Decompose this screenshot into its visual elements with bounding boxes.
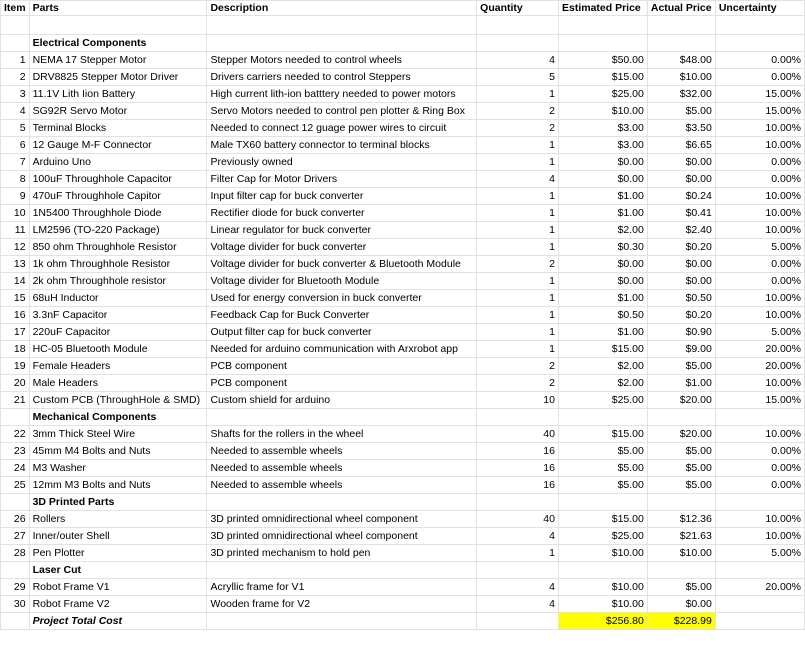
part-description[interactable]: Stepper Motors needed to control wheels — [207, 52, 477, 69]
quantity[interactable]: 16 — [477, 443, 559, 460]
actual-price[interactable]: $0.41 — [647, 205, 715, 222]
table-row — [1, 103, 805, 120]
table-row — [1, 324, 805, 341]
part-name[interactable]: M3 Washer — [29, 460, 207, 477]
quantity[interactable]: 1 — [477, 324, 559, 341]
actual-price[interactable]: $5.00 — [647, 443, 715, 460]
uncertainty[interactable]: 10.00% — [715, 120, 804, 137]
actual-price[interactable]: $5.00 — [647, 103, 715, 120]
part-name[interactable]: 1N5400 Throughhole Diode — [29, 205, 207, 222]
part-name[interactable]: 68uH Inductor — [29, 290, 207, 307]
quantity[interactable]: 1 — [477, 188, 559, 205]
item-number[interactable]: 2 — [1, 69, 30, 86]
part-name[interactable]: Inner/outer Shell — [29, 528, 207, 545]
estimated-price[interactable]: $10.00 — [558, 579, 647, 596]
table-row — [1, 392, 805, 409]
actual-price[interactable]: $3.50 — [647, 120, 715, 137]
item-cell[interactable] — [1, 35, 30, 52]
actual-price[interactable]: $48.00 — [647, 52, 715, 69]
item-number[interactable]: 24 — [1, 460, 30, 477]
quantity[interactable]: 5 — [477, 69, 559, 86]
quantity[interactable]: 1 — [477, 86, 559, 103]
actual-price[interactable]: $0.50 — [647, 290, 715, 307]
uncertainty[interactable]: 0.00% — [715, 256, 804, 273]
empty-cell[interactable] — [207, 35, 477, 52]
uncertainty[interactable]: 10.00% — [715, 307, 804, 324]
item-cell[interactable] — [1, 494, 30, 511]
item-number[interactable]: 12 — [1, 239, 30, 256]
actual-price[interactable]: $0.00 — [647, 273, 715, 290]
table-row — [1, 545, 805, 562]
part-description[interactable]: Wooden frame for V2 — [207, 596, 477, 613]
item-number[interactable]: 15 — [1, 290, 30, 307]
part-description[interactable]: Filter Cap for Motor Drivers — [207, 171, 477, 188]
uncertainty[interactable]: 10.00% — [715, 290, 804, 307]
empty-cell[interactable] — [647, 562, 715, 579]
uncertainty[interactable]: 5.00% — [715, 239, 804, 256]
actual-price[interactable]: $2.40 — [647, 222, 715, 239]
uncertainty[interactable]: 10.00% — [715, 375, 804, 392]
estimated-price[interactable]: $15.00 — [558, 511, 647, 528]
part-description[interactable]: Drivers carriers needed to control Steppers — [207, 69, 477, 86]
actual-price[interactable]: $5.00 — [647, 460, 715, 477]
section-title[interactable]: 3D Printed Parts — [29, 494, 207, 511]
empty-cell[interactable] — [715, 409, 804, 426]
part-description[interactable]: Voltage divider for buck converter & Bluetooth Module — [207, 256, 477, 273]
quantity[interactable]: 40 — [477, 511, 559, 528]
table-row — [1, 477, 805, 494]
estimated-price[interactable]: $10.00 — [558, 545, 647, 562]
part-name[interactable]: Robot Frame V1 — [29, 579, 207, 596]
item-number[interactable]: 11 — [1, 222, 30, 239]
empty-cell[interactable] — [715, 35, 804, 52]
header-item[interactable]: Item — [1, 1, 30, 16]
part-description[interactable]: Rectifier diode for buck converter — [207, 205, 477, 222]
actual-price[interactable]: $20.00 — [647, 426, 715, 443]
part-description[interactable]: 3D printed omnidirectional wheel component — [207, 528, 477, 545]
empty-cell[interactable] — [477, 613, 559, 630]
table-row — [1, 511, 805, 528]
item-number[interactable]: 14 — [1, 273, 30, 290]
header-uncertainty[interactable]: Uncertainty — [715, 1, 804, 16]
item-number[interactable]: 13 — [1, 256, 30, 273]
quantity[interactable]: 1 — [477, 307, 559, 324]
estimated-price[interactable]: $1.00 — [558, 290, 647, 307]
part-description[interactable]: Needed to assemble wheels — [207, 477, 477, 494]
actual-price[interactable]: $32.00 — [647, 86, 715, 103]
empty-cell[interactable] — [207, 409, 477, 426]
empty-cell[interactable] — [647, 494, 715, 511]
empty-cell[interactable] — [477, 494, 559, 511]
table-row — [1, 256, 805, 273]
actual-price[interactable]: $1.00 — [647, 375, 715, 392]
part-description[interactable]: Custom shield for arduino — [207, 392, 477, 409]
part-description[interactable]: 3D printed mechanism to hold pen — [207, 545, 477, 562]
estimated-price[interactable]: $0.00 — [558, 273, 647, 290]
actual-price[interactable]: $5.00 — [647, 579, 715, 596]
item-number[interactable]: 22 — [1, 426, 30, 443]
item-number[interactable]: 29 — [1, 579, 30, 596]
item-number[interactable]: 27 — [1, 528, 30, 545]
quantity[interactable]: 1 — [477, 545, 559, 562]
estimated-price[interactable]: $1.00 — [558, 205, 647, 222]
empty-cell[interactable] — [715, 613, 804, 630]
part-description[interactable]: Shafts for the rollers in the wheel — [207, 426, 477, 443]
estimated-price[interactable]: $1.00 — [558, 324, 647, 341]
estimated-price[interactable]: $0.00 — [558, 154, 647, 171]
section-header-row — [1, 494, 805, 511]
estimated-price[interactable]: $0.30 — [558, 239, 647, 256]
item-number[interactable]: 6 — [1, 137, 30, 154]
table-row — [1, 528, 805, 545]
estimated-price[interactable]: $2.00 — [558, 375, 647, 392]
table-row — [1, 426, 805, 443]
item-number[interactable]: 3 — [1, 86, 30, 103]
part-description[interactable]: 3D printed omnidirectional wheel component — [207, 511, 477, 528]
uncertainty[interactable]: 10.00% — [715, 426, 804, 443]
actual-price[interactable]: $0.00 — [647, 596, 715, 613]
part-description[interactable]: Acryllic frame for V1 — [207, 579, 477, 596]
table-row — [1, 596, 805, 613]
estimated-price[interactable]: $10.00 — [558, 596, 647, 613]
actual-price[interactable]: $20.00 — [647, 392, 715, 409]
actual-price[interactable]: $0.00 — [647, 256, 715, 273]
part-description[interactable]: Input filter cap for buck converter — [207, 188, 477, 205]
empty-cell[interactable] — [207, 562, 477, 579]
item-number[interactable]: 7 — [1, 154, 30, 171]
table-row — [1, 171, 805, 188]
item-number[interactable]: 9 — [1, 188, 30, 205]
part-name[interactable]: 850 ohm Throughhole Resistor — [29, 239, 207, 256]
quantity[interactable]: 1 — [477, 205, 559, 222]
uncertainty[interactable]: 10.00% — [715, 205, 804, 222]
total-label[interactable]: Project Total Cost — [29, 613, 207, 630]
item-number[interactable]: 25 — [1, 477, 30, 494]
uncertainty[interactable]: 10.00% — [715, 222, 804, 239]
item-cell[interactable] — [1, 613, 30, 630]
uncertainty[interactable]: 0.00% — [715, 477, 804, 494]
quantity[interactable]: 1 — [477, 154, 559, 171]
estimated-price[interactable]: $1.00 — [558, 188, 647, 205]
part-description[interactable]: Feedback Cap for Buck Converter — [207, 307, 477, 324]
estimated-price[interactable]: $5.00 — [558, 460, 647, 477]
table-row — [1, 120, 805, 137]
estimated-price[interactable]: $15.00 — [558, 69, 647, 86]
table-row — [1, 205, 805, 222]
item-number[interactable]: 4 — [1, 103, 30, 120]
table-row — [1, 273, 805, 290]
part-name[interactable]: Arduino Uno — [29, 154, 207, 171]
part-name[interactable]: Custom PCB (ThroughHole & SMD) — [29, 392, 207, 409]
table-row — [1, 69, 805, 86]
part-name[interactable]: 470uF Throughhole Capitor — [29, 188, 207, 205]
table-row — [1, 239, 805, 256]
quantity[interactable]: 1 — [477, 137, 559, 154]
header-actual-price[interactable]: Actual Price — [647, 1, 715, 16]
empty-cell[interactable] — [715, 562, 804, 579]
uncertainty[interactable]: 15.00% — [715, 392, 804, 409]
quantity[interactable]: 4 — [477, 171, 559, 188]
actual-price[interactable]: $6.65 — [647, 137, 715, 154]
uncertainty[interactable]: 5.00% — [715, 324, 804, 341]
empty-cell[interactable] — [715, 494, 804, 511]
actual-price[interactable]: $5.00 — [647, 477, 715, 494]
empty-cell[interactable] — [558, 494, 647, 511]
empty-cell[interactable] — [477, 409, 559, 426]
item-number[interactable]: 26 — [1, 511, 30, 528]
uncertainty[interactable]: 0.00% — [715, 69, 804, 86]
header-parts[interactable]: Parts — [29, 1, 207, 16]
part-description[interactable]: Voltage divider for Bluetooth Module — [207, 273, 477, 290]
part-name[interactable]: NEMA 17 Stepper Motor — [29, 52, 207, 69]
quantity[interactable]: 4 — [477, 596, 559, 613]
part-description[interactable]: High current lith-ion batttery needed to power motors — [207, 86, 477, 103]
actual-price[interactable]: $0.24 — [647, 188, 715, 205]
quantity[interactable]: 2 — [477, 120, 559, 137]
part-description[interactable]: Needed to assemble wheels — [207, 460, 477, 477]
part-name[interactable]: LM2596 (TO-220 Package) — [29, 222, 207, 239]
quantity[interactable]: 16 — [477, 477, 559, 494]
part-name[interactable]: 100uF Throughhole Capacitor — [29, 171, 207, 188]
estimated-price[interactable]: $25.00 — [558, 86, 647, 103]
actual-price[interactable]: $0.20 — [647, 239, 715, 256]
quantity[interactable]: 2 — [477, 256, 559, 273]
item-number[interactable]: 28 — [1, 545, 30, 562]
part-description[interactable]: PCB component — [207, 375, 477, 392]
estimated-price[interactable]: $15.00 — [558, 341, 647, 358]
estimated-price[interactable]: $15.00 — [558, 426, 647, 443]
total-row — [1, 613, 805, 630]
uncertainty[interactable]: 20.00% — [715, 341, 804, 358]
item-number[interactable]: 18 — [1, 341, 30, 358]
item-number[interactable]: 23 — [1, 443, 30, 460]
part-description[interactable]: Needed to connect 12 guage power wires to circuit — [207, 120, 477, 137]
estimated-price[interactable]: $0.00 — [558, 256, 647, 273]
estimated-price[interactable]: $0.50 — [558, 307, 647, 324]
table-row — [1, 154, 805, 171]
part-description[interactable]: Previously owned — [207, 154, 477, 171]
estimated-price[interactable]: $2.00 — [558, 222, 647, 239]
item-number[interactable]: 21 — [1, 392, 30, 409]
item-number[interactable]: 30 — [1, 596, 30, 613]
table-row — [1, 52, 805, 69]
uncertainty[interactable]: 0.00% — [715, 52, 804, 69]
table-body — [1, 1, 805, 630]
part-name[interactable]: Rollers — [29, 511, 207, 528]
quantity[interactable]: 1 — [477, 290, 559, 307]
item-number[interactable]: 1 — [1, 52, 30, 69]
part-name[interactable]: Robot Frame V2 — [29, 596, 207, 613]
part-name[interactable]: DRV8825 Stepper Motor Driver — [29, 69, 207, 86]
header-description[interactable]: Description — [207, 1, 477, 16]
section-header-row — [1, 562, 805, 579]
part-name[interactable]: 1k ohm Throughhole Resistor — [29, 256, 207, 273]
uncertainty[interactable]: 0.00% — [715, 443, 804, 460]
uncertainty[interactable]: 20.00% — [715, 579, 804, 596]
item-number[interactable]: 10 — [1, 205, 30, 222]
empty-cell[interactable] — [477, 35, 559, 52]
table-row — [1, 188, 805, 205]
section-header-row — [1, 35, 805, 52]
table-row — [1, 290, 805, 307]
actual-price[interactable]: $10.00 — [647, 69, 715, 86]
estimated-price[interactable]: $3.00 — [558, 137, 647, 154]
header-row — [1, 1, 805, 16]
header-quantity[interactable]: Quantity — [477, 1, 559, 16]
table-row — [1, 137, 805, 154]
empty-cell[interactable] — [207, 613, 477, 630]
quantity[interactable]: 10 — [477, 392, 559, 409]
part-name[interactable]: HC-05 Bluetooth Module — [29, 341, 207, 358]
header-estimated-price[interactable]: Estimated Price — [558, 1, 647, 16]
item-cell[interactable] — [1, 562, 30, 579]
item-number[interactable]: 5 — [1, 120, 30, 137]
estimated-price[interactable]: $3.00 — [558, 120, 647, 137]
part-name[interactable]: Terminal Blocks — [29, 120, 207, 137]
quantity[interactable]: 4 — [477, 52, 559, 69]
uncertainty[interactable]: 0.00% — [715, 154, 804, 171]
actual-price[interactable]: $0.90 — [647, 324, 715, 341]
table-row — [1, 86, 805, 103]
part-name[interactable]: 2k ohm Throughhole resistor — [29, 273, 207, 290]
estimated-price[interactable]: $50.00 — [558, 52, 647, 69]
table-row — [1, 375, 805, 392]
item-number[interactable]: 8 — [1, 171, 30, 188]
quantity[interactable]: 1 — [477, 341, 559, 358]
part-name[interactable]: 12 Gauge M-F Connector — [29, 137, 207, 154]
total-estimated-price[interactable]: $256.80 — [558, 613, 647, 630]
spacer-row — [1, 16, 805, 35]
empty-cell[interactable] — [477, 562, 559, 579]
uncertainty[interactable]: 10.00% — [715, 511, 804, 528]
part-description[interactable]: Needed for arduino communication with Arxrobot app — [207, 341, 477, 358]
actual-price[interactable]: $10.00 — [647, 545, 715, 562]
actual-price[interactable]: $0.20 — [647, 307, 715, 324]
empty-cell[interactable] — [558, 35, 647, 52]
actual-price[interactable]: $0.00 — [647, 154, 715, 171]
part-description[interactable]: PCB component — [207, 358, 477, 375]
empty-cell[interactable] — [207, 494, 477, 511]
quantity[interactable]: 2 — [477, 375, 559, 392]
item-cell[interactable] — [1, 409, 30, 426]
uncertainty[interactable]: 10.00% — [715, 528, 804, 545]
table-row — [1, 341, 805, 358]
actual-price[interactable]: $12.36 — [647, 511, 715, 528]
table-row — [1, 579, 805, 596]
part-name[interactable]: 3.3nF Capacitor — [29, 307, 207, 324]
quantity[interactable]: 1 — [477, 273, 559, 290]
part-name[interactable]: 11.1V Lith Iion Battery — [29, 86, 207, 103]
part-description[interactable]: Male TX60 battery connector to terminal blocks — [207, 137, 477, 154]
part-name[interactable]: 45mm M4 Bolts and Nuts — [29, 443, 207, 460]
part-description[interactable]: Needed to assemble wheels — [207, 443, 477, 460]
quantity[interactable]: 4 — [477, 579, 559, 596]
total-actual-price[interactable]: $228.99 — [647, 613, 715, 630]
uncertainty[interactable]: 15.00% — [715, 103, 804, 120]
estimated-price[interactable]: $25.00 — [558, 392, 647, 409]
part-name[interactable]: Male Headers — [29, 375, 207, 392]
estimated-price[interactable]: $2.00 — [558, 358, 647, 375]
uncertainty[interactable]: 20.00% — [715, 358, 804, 375]
empty-cell[interactable] — [647, 35, 715, 52]
estimated-price[interactable]: $5.00 — [558, 477, 647, 494]
estimated-price[interactable]: $25.00 — [558, 528, 647, 545]
part-name[interactable]: Pen Plotter — [29, 545, 207, 562]
table-row — [1, 460, 805, 477]
item-number[interactable]: 20 — [1, 375, 30, 392]
actual-price[interactable]: $9.00 — [647, 341, 715, 358]
part-description[interactable]: Linear regulator for buck converter — [207, 222, 477, 239]
quantity[interactable]: 4 — [477, 528, 559, 545]
quantity[interactable]: 40 — [477, 426, 559, 443]
estimated-price[interactable]: $10.00 — [558, 103, 647, 120]
part-name[interactable]: 220uF Capacitor — [29, 324, 207, 341]
section-title[interactable]: Electrical Components — [29, 35, 207, 52]
section-header-row — [1, 409, 805, 426]
uncertainty[interactable]: 10.00% — [715, 137, 804, 154]
empty-cell[interactable] — [558, 409, 647, 426]
actual-price[interactable]: $5.00 — [647, 358, 715, 375]
item-number[interactable]: 17 — [1, 324, 30, 341]
item-number[interactable]: 19 — [1, 358, 30, 375]
uncertainty[interactable]: 15.00% — [715, 86, 804, 103]
uncertainty[interactable]: 0.00% — [715, 460, 804, 477]
uncertainty[interactable]: 0.00% — [715, 273, 804, 290]
empty-cell[interactable] — [558, 562, 647, 579]
quantity[interactable]: 1 — [477, 222, 559, 239]
table-row — [1, 443, 805, 460]
uncertainty[interactable]: 10.00% — [715, 188, 804, 205]
section-title[interactable]: Mechanical Components — [29, 409, 207, 426]
empty-cell[interactable] — [647, 409, 715, 426]
table-row — [1, 358, 805, 375]
table-row — [1, 222, 805, 239]
quantity[interactable]: 16 — [477, 460, 559, 477]
quantity[interactable]: 2 — [477, 358, 559, 375]
estimated-price[interactable]: $5.00 — [558, 443, 647, 460]
item-number[interactable]: 16 — [1, 307, 30, 324]
part-description[interactable]: Used for energy conversion in buck converter — [207, 290, 477, 307]
part-description[interactable]: Output filter cap for buck converter — [207, 324, 477, 341]
uncertainty[interactable]: 5.00% — [715, 545, 804, 562]
part-name[interactable]: 12mm M3 Bolts and Nuts — [29, 477, 207, 494]
quantity[interactable]: 1 — [477, 239, 559, 256]
part-description[interactable]: Voltage divider for buck converter — [207, 239, 477, 256]
table-row — [1, 307, 805, 324]
part-name[interactable]: 3mm Thick Steel Wire — [29, 426, 207, 443]
section-title[interactable]: Laser Cut — [29, 562, 207, 579]
actual-price[interactable]: $0.00 — [647, 171, 715, 188]
actual-price[interactable]: $21.63 — [647, 528, 715, 545]
uncertainty[interactable]: 0.00% — [715, 171, 804, 188]
estimated-price[interactable]: $0.00 — [558, 171, 647, 188]
part-name[interactable]: Female Headers — [29, 358, 207, 375]
quantity[interactable]: 2 — [477, 103, 559, 120]
part-description[interactable]: Servo Motors needed to control pen plotter & Ring Box — [207, 103, 477, 120]
part-name[interactable]: SG92R Servo Motor — [29, 103, 207, 120]
uncertainty[interactable] — [715, 596, 804, 613]
